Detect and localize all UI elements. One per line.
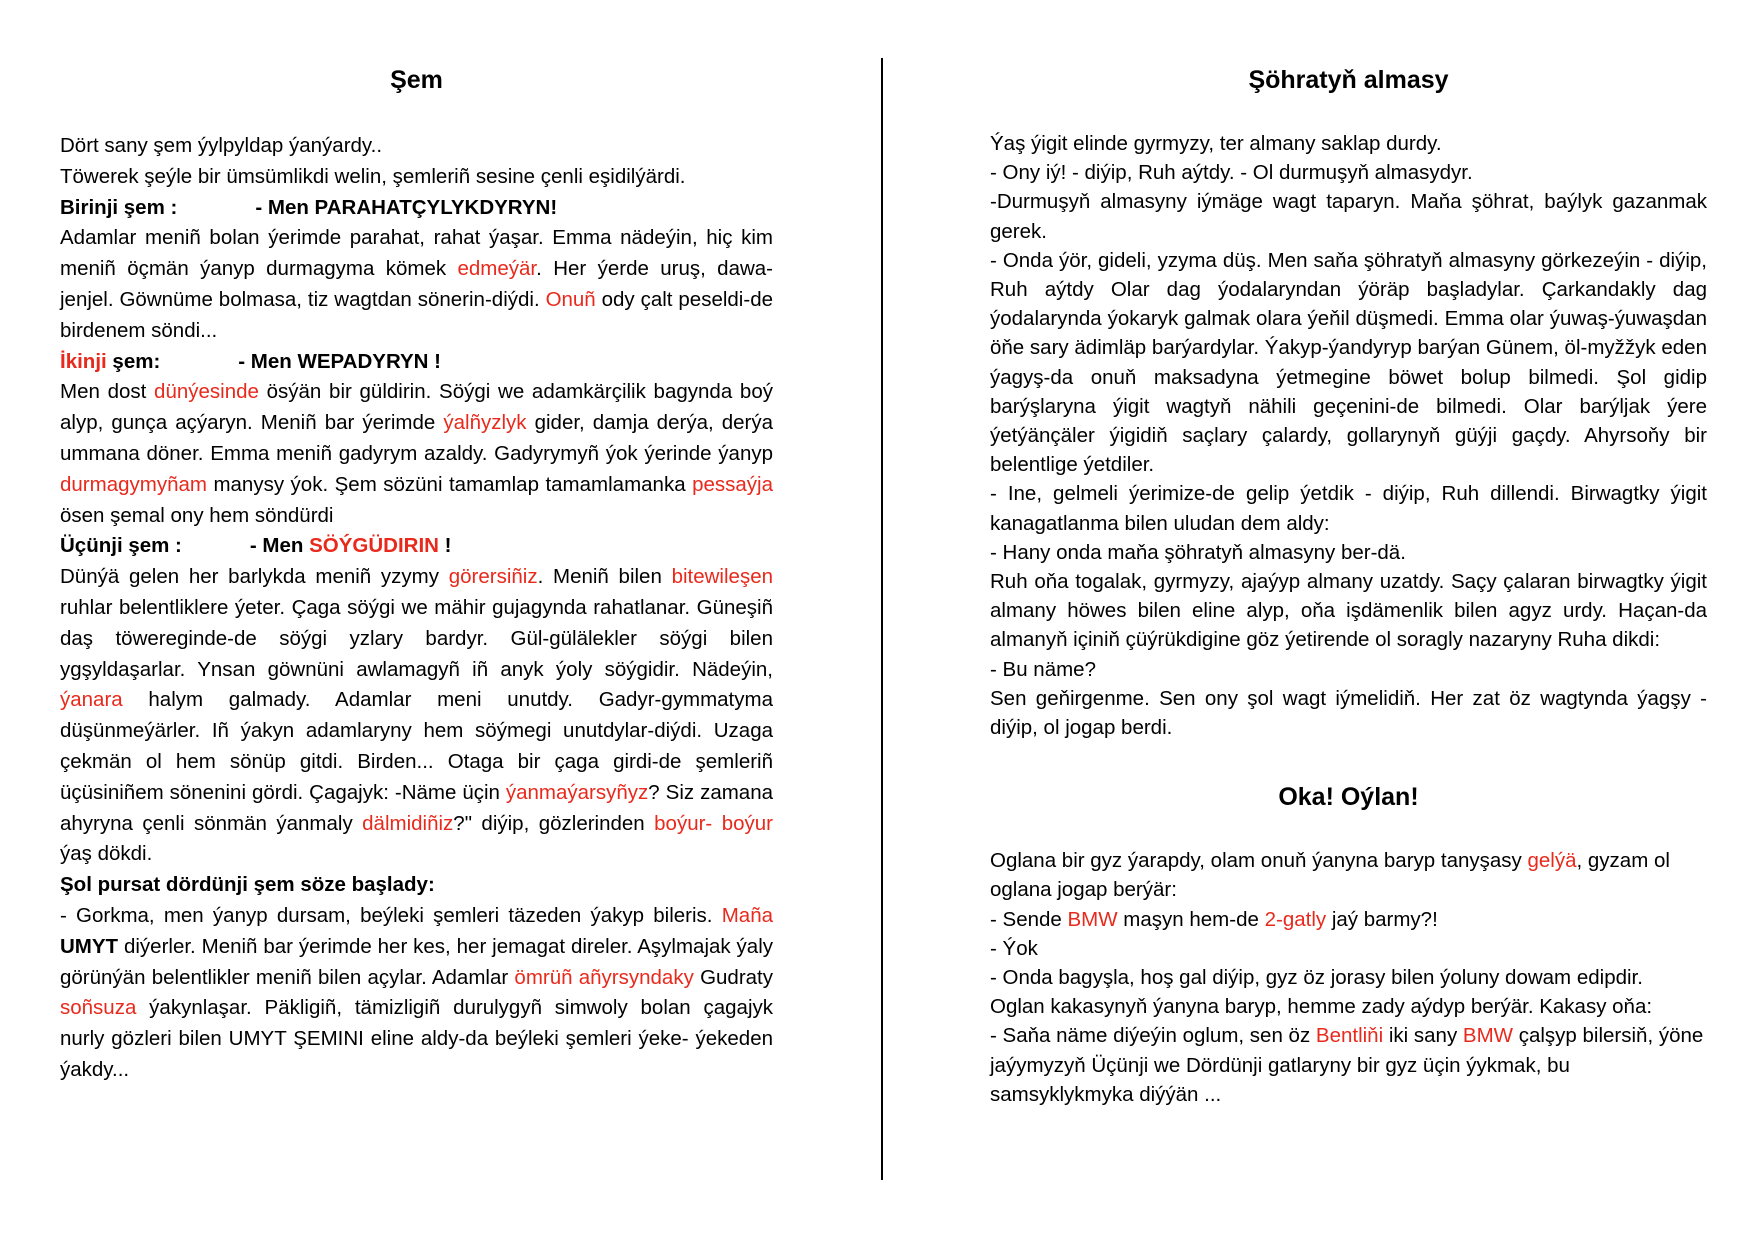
red-word: 2-gatly [1264, 907, 1327, 931]
text: jaý barmy?! [1326, 907, 1438, 931]
paragraph [990, 538, 1707, 567]
text: - Onda ýör, gideli, yzyma düş. Men saňa şöhratyň almasyny görkezeýin - diýip, Ruh aýtdy Olar dag ýodalaryndan ýöräp başladylar. Çarkandakly dag ýodalarynda ýokaryk galmak olara ýeňil düşmedi. Emma olar ýuwaş-ýuwaşdan öňe sary ädimläp barýardylar. Ýakyp-ýandyryp barýan Günem, öl-myžžyk eden ýagyş-da onuň maksadyna ýetmegine böwet bolup bilmedi. Şol gidip barýşlaryna ýigit wagtyň nähili geçenini-de bilmedi. Olar barýljak ýere ýetýänçäler ýigidiň saçlary çalardy, gollarynyň güýji gaçdy. Ahyrsoňy bir belentlige ýetdiler. [990, 248, 1707, 477]
fourth-candle-heading [60, 870, 773, 901]
text: iki sany [1383, 1024, 1463, 1048]
red-word: ýalñyzlyk [443, 411, 527, 435]
red-word: durmagymyñam [60, 472, 207, 496]
text: - Ine, gelmeli ýerimize-de gelip ýetdik - diýip, Ruh dillendi. Birwagtky ýigit kanagatlanma bilen uludan dem aldy: [990, 482, 1707, 535]
text: - Sende [990, 907, 1068, 931]
text: Dört sany şem ýylpyldap ýanýardy.. [60, 134, 383, 157]
first-candle-heading [60, 193, 773, 224]
paragraph [60, 562, 773, 870]
column-divider [881, 58, 883, 1180]
text: - Ony iý! - diýip, Ruh aýtdy. - Ol durmuşyň almasydyr. [990, 161, 1473, 185]
story-body-sem [60, 131, 773, 1086]
text: ?" diýip, gözlerinden [453, 811, 655, 835]
text: maşyn hem-de [1117, 907, 1265, 931]
text: çalşyp bilersiň, ýöne jaýymyzyň Üçünji we Dördünji gatlaryny bir gyz üçin ýykmak, bu samsyklykmyka diýýän ... [990, 1024, 1704, 1106]
red-word: BMW [1067, 907, 1118, 931]
paragraph [990, 246, 1707, 480]
heading-text: - Men [249, 534, 310, 558]
text: -Durmuşyň almasyny iýmäge wagt taparyn. Maňa şöhrat, baýlyk gazanmak gerek. [990, 190, 1707, 243]
red-word: görersiñiz [448, 565, 538, 589]
text: , gyzam ol oglana jogap berýär: [990, 849, 1670, 902]
third-candle-heading [60, 531, 773, 562]
text: Oglana bir gyz ýarapdy, olam onuň ýanyna baryp tanyşasy [990, 849, 1528, 873]
text: ýaş dökdi. [60, 842, 153, 866]
red-word: ýanara [60, 688, 123, 712]
red-word: pessaýja [692, 472, 773, 496]
paragraph [990, 158, 1707, 187]
label: Üçünji şem : [60, 534, 182, 558]
red-word: SÖÝGÜDIRIN [309, 534, 439, 558]
text: - Hany onda maňa şöhratyň almasyny ber-dä. [990, 540, 1406, 564]
red-word: Maña [721, 903, 773, 927]
paragraph [990, 992, 1707, 1021]
text: Ruh oňa togalak, gyrmyzy, ajaýyp almany uzatdy. Saçy çalaran birwagtky ýigit almany höwes bilen eline alyp, oňa işdämenlik bilen agyz urdy. Haçan-da almanyň içiniň çüýrükdigine göz ýetirende ol soragly nazaryny Ruha dikdi: [990, 570, 1707, 652]
text: Men dost [60, 380, 155, 404]
text: ? Siz zamana ahyryna çenli sönmän ýanmaly [60, 780, 773, 835]
text: . Meniñ bilen [537, 565, 672, 589]
text: gider, damja derýa, derýa ummana döner. Emma meniñ gadyrym azaldy. Gadyrymyñ ýok ýerinde ýanyp [60, 411, 773, 465]
text: Dünýä gelen her barlykda meniñ yzymy [60, 565, 449, 589]
paragraph [990, 846, 1707, 904]
paragraph [60, 162, 773, 193]
label: şem: [106, 349, 161, 373]
heading-text: Şol pursat dördünji şem söze başlady: [60, 873, 435, 897]
right-column [990, 55, 1707, 1109]
paragraph [60, 223, 773, 346]
left-column [60, 55, 773, 1086]
paragraph [60, 901, 773, 1086]
paragraph [60, 377, 773, 531]
text: . Her ýerde uruş, dawa-jenjel. Göwnüme bolmasa, tiz wagtdan sönerin-diýdi. [60, 257, 773, 311]
paragraph [60, 131, 773, 162]
red-word: BMW [1462, 1024, 1514, 1048]
paragraph [990, 934, 1707, 963]
text: ösýän bir güldirin. Söýgi we adamkärçilik bagynda boý alyp, gunça açýaryn. Meniñ bar ýerimde [60, 380, 773, 435]
story-title-read-think: Oka! Oýlan! [1278, 783, 1419, 812]
text: manysy ýok. Şem sözüni tamamlap tamamlamanka [206, 472, 693, 496]
paragraph [990, 479, 1707, 537]
text: halym galmady. Adamlar meni unutdy. Gadyr-gymmatyma düşünmeýärler. Iñ ýakyn adamlaryny hem söýmegi unutdylar-diýdi. Uzaga çekmän ol hem sönüp gitdi. Birden... Otaga bir çaga girdi-de şemleriñ üçüsiniñem sönenini gördi. Çagajyk: -Näme üçin [60, 688, 773, 804]
second-candle-heading [60, 347, 773, 378]
paragraph [990, 905, 1707, 934]
text: - Ýok [990, 936, 1038, 960]
red-word: Onuñ [545, 287, 596, 311]
heading-text: ! [438, 534, 452, 558]
paragraph [990, 567, 1707, 655]
paragraph [990, 963, 1707, 992]
text: - Gorkma, men ýanyp dursam, beýleki şemleri täzeden ýakyp bileris. [60, 903, 722, 927]
text: diýerler. Meniñ bar ýerimde her kes, her jemagat direler. Aşylmajak ýaly görünýän belentlikler meniñ bilen açylar. Adamlar [60, 934, 773, 989]
story-title-sem: Şem [390, 66, 443, 94]
bold-word: UMYT [60, 934, 119, 958]
red-word: soñsuza [60, 996, 137, 1020]
paragraph [990, 187, 1707, 245]
paragraph [990, 1021, 1707, 1109]
red-word: edmeýär [457, 257, 537, 281]
text: ýakynlaşar. Päkligiñ, tämizligiñ durulygyñ simwoly bolan çagajyk nurly gözleri bilen UMYT ŞEMINI eline aldy-da beýleki şemleri ýeke- ýekeden ýakdy... [60, 996, 773, 1081]
paragraph [990, 129, 1707, 158]
story-body-apple [990, 129, 1707, 742]
text: ruhlar belentliklere ýeter. Çaga söýgi we mähir gujagynda rahatlanar. Güneşiñ daş töwereginde-de söýgi yzlary bardyr. Gül-gülälekler söýgi bilen ygşyldaşarlar. Ynsan göwnüni awlamagyñ iñ anyk ýoly söýgidir. Nädeýin, [60, 595, 773, 681]
red-word: bitewileşen [671, 565, 773, 589]
text: - Bu näme? [990, 657, 1096, 681]
red-word: dälmidiñiz [362, 811, 454, 835]
text: Töwerek şeýle bir ümsümlikdi welin, şemleriñ sesine çenli eşidilýärdi. [60, 164, 686, 188]
heading-text: - Men PARAHATÇYLYKDYRYN! [255, 195, 558, 219]
heading-text: - Men WEPADYRYN ! [238, 349, 441, 373]
red-word: ömrüñ añyrsyndaky [514, 965, 694, 989]
story-body-read-think [990, 846, 1707, 1109]
text: ösen şemal ony hem söndürdi [60, 503, 334, 527]
text: Gudraty [693, 965, 773, 989]
text: Adamlar meniñ bolan ýerimde parahat, rahat ýaşar. Emma nädeýin, hiç kim meniñ öçmän ýanyp durmagyma kömek [60, 226, 773, 281]
text: Oglan kakasynyň ýanyna baryp, hemme zady aýdyp berýär. Kakasy oňa: [990, 995, 1653, 1019]
text: - Saňa näme diýeýin oglum, sen öz [990, 1024, 1316, 1048]
red-word: ýanmaýarsyñyz [505, 780, 649, 804]
red-word: Bentliňi [1315, 1024, 1384, 1048]
red-word: gelýä [1527, 849, 1577, 873]
red-word: İkinji [60, 349, 107, 373]
text: Ýaş ýigit elinde gyrmyzy, ter almany saklap durdy. [990, 132, 1442, 155]
story-title-apple: Şöhratyň almasy [1248, 66, 1449, 94]
paragraph [990, 684, 1707, 742]
paragraph [990, 655, 1707, 684]
red-word: boýur- boýur [654, 811, 773, 835]
text: ody çalt peseldi-de birdenem söndi... [60, 287, 773, 342]
text: Sen geňirgenme. Sen ony şol wagt iýmelidiň. Her zat öz wagtynda ýagşy - diýip, ol jogap berdi. [990, 686, 1707, 740]
text: - Onda bagyşla, hoş gal diýip, gyz öz jorasy bilen ýoluny dowam edipdir. [990, 966, 1643, 990]
red-word: dünýesinde [154, 380, 259, 404]
label: Birinji şem : [60, 195, 178, 219]
